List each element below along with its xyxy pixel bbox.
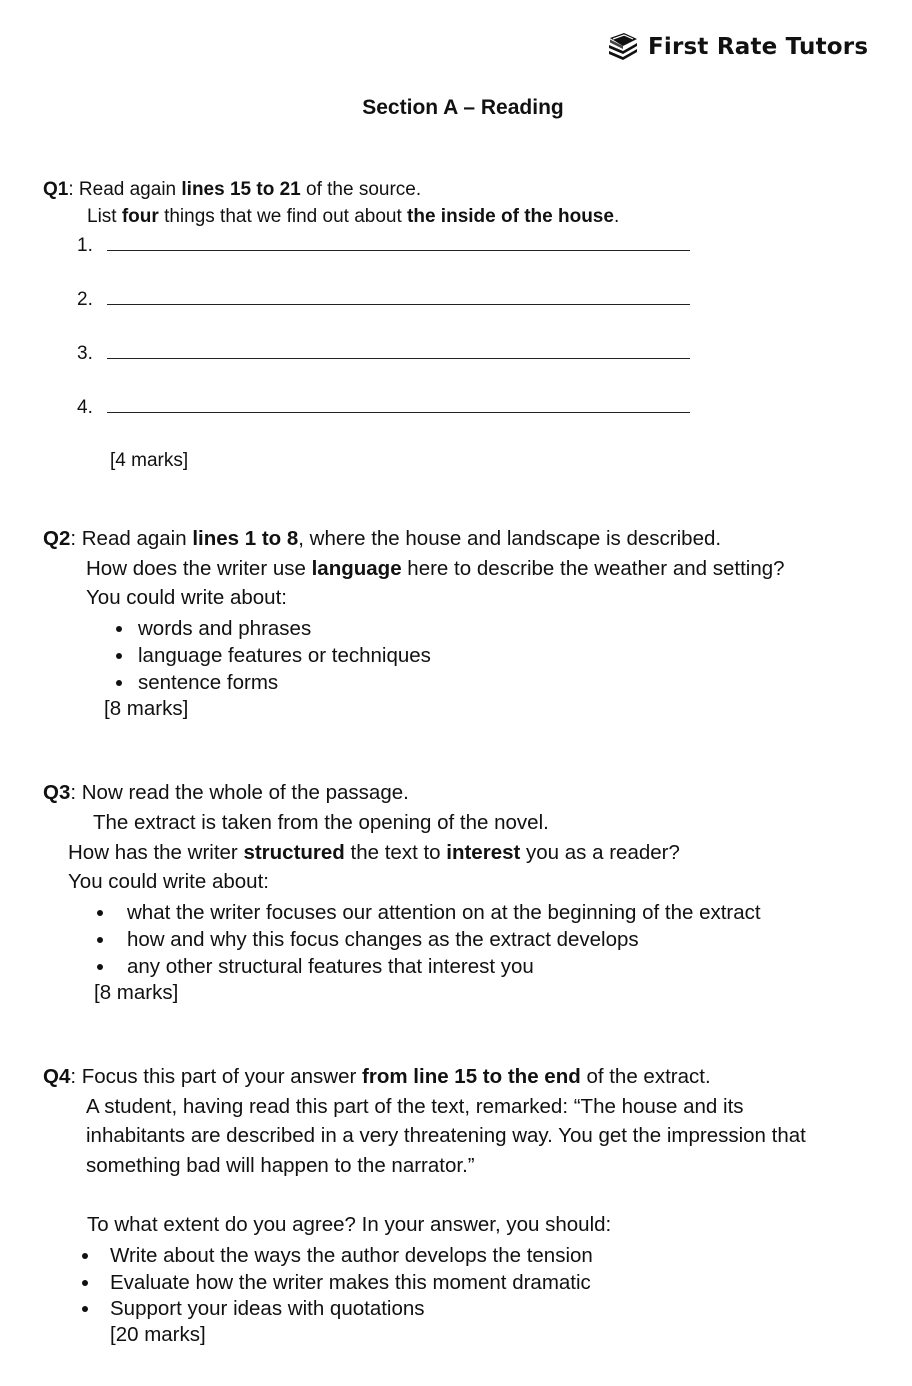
q4-text: : Focus this part of your answer <box>70 1065 363 1088</box>
section-title: Section A – Reading <box>362 96 564 119</box>
q3-bullet-3: any other structural features that interest you <box>127 955 534 978</box>
q1-bold-inside: the inside of the house <box>407 206 614 227</box>
bullet-icon <box>82 1253 88 1259</box>
answer-number: 4. <box>77 397 93 418</box>
q1-text: . <box>613 206 620 227</box>
q2-text: , where the house and landscape is described. <box>298 527 722 550</box>
q3-line-3 <box>68 841 680 865</box>
q4-quote-line-2: inhabitants are described in a very threatening way. You get the impression that <box>86 1124 806 1147</box>
q2-line-2 <box>86 557 785 581</box>
answer-blank[interactable] <box>107 412 690 413</box>
q1-bold-four: four <box>121 206 159 227</box>
q3-text: : Now read the whole of the passage. <box>70 781 409 804</box>
q1-marks: [4 marks] <box>110 450 189 471</box>
q1-line-2 <box>87 206 619 228</box>
answer-blank[interactable] <box>107 250 690 251</box>
bullet-icon <box>116 626 122 632</box>
q2-bold-lines: lines 1 to 8 <box>192 527 299 550</box>
q1-text: List <box>87 206 122 227</box>
q2-bullet-3: sentence forms <box>138 671 279 694</box>
q2-text: How does the writer use <box>86 557 312 580</box>
bullet-icon <box>82 1306 88 1312</box>
brand-logo <box>606 30 868 64</box>
q2-text: : Read again <box>70 527 193 550</box>
q3-line-2: The extract is taken from the opening of the novel. <box>93 811 549 834</box>
q3-marks: [8 marks] <box>94 981 179 1004</box>
q3-line-1 <box>43 781 409 805</box>
q3-bold-structured: structured <box>243 841 345 864</box>
q2-label: Q2 <box>43 527 71 550</box>
q4-bullet-2: Evaluate how the writer makes this moment dramatic <box>110 1271 591 1294</box>
answer-line-3[interactable] <box>77 343 690 365</box>
answer-number: 3. <box>77 343 93 364</box>
answer-blank[interactable] <box>107 304 690 305</box>
q1-text: of the source. <box>300 179 422 200</box>
bullet-icon <box>116 653 122 659</box>
q3-text: How has the writer <box>68 841 244 864</box>
q2-marks: [8 marks] <box>104 697 189 720</box>
q1-line-1 <box>43 179 421 201</box>
q4-bullet-3: Support your ideas with quotations <box>110 1297 425 1320</box>
answer-blank[interactable] <box>107 358 690 359</box>
stacked-books-icon <box>606 30 640 64</box>
q2-line-3: You could write about: <box>86 586 287 609</box>
q3-text: you as a reader? <box>520 841 680 864</box>
q2-bullet-1: words and phrases <box>138 617 312 640</box>
q2-bold-language: language <box>311 557 402 580</box>
q2-line-1 <box>43 527 721 551</box>
q4-quote-line-3: something bad will happen to the narrator.” <box>86 1154 475 1177</box>
q4-label: Q4 <box>43 1065 71 1088</box>
bullet-icon <box>97 910 103 916</box>
q3-line-4: You could write about: <box>68 870 269 893</box>
q3-bullet-2: how and why this focus changes as the extract develops <box>127 928 639 951</box>
q4-line-1 <box>43 1065 711 1089</box>
q2-text: here to describe the weather and setting? <box>401 557 785 580</box>
q1-text: : Read again <box>68 179 182 200</box>
brand-name: First Rate Tutors <box>648 34 869 60</box>
bullet-icon <box>116 680 122 686</box>
q3-label: Q3 <box>43 781 71 804</box>
q3-bullet-1: what the writer focuses our attention on at the beginning of the extract <box>127 901 761 924</box>
q3-bold-interest: interest <box>446 841 521 864</box>
bullet-icon <box>97 937 103 943</box>
q3-text: the text to <box>344 841 447 864</box>
q4-bold-range: from line 15 to the end <box>362 1065 581 1088</box>
answer-line-2[interactable] <box>77 289 690 311</box>
q4-bullet-1: Write about the ways the author develops the tension <box>110 1244 593 1267</box>
q4-marks: [20 marks] <box>110 1323 206 1346</box>
answer-number: 1. <box>77 235 93 256</box>
q1-label: Q1 <box>43 179 69 200</box>
q2-bullet-2: language features or techniques <box>138 644 431 667</box>
q1-text: things that we find out about <box>158 206 408 227</box>
answer-line-1[interactable] <box>77 235 690 257</box>
q4-quote-line-1: A student, having read this part of the text, remarked: “The house and its <box>86 1095 744 1118</box>
q4-text: of the extract. <box>580 1065 711 1088</box>
answer-line-4[interactable] <box>77 397 690 419</box>
answer-number: 2. <box>77 289 93 310</box>
bullet-icon <box>97 964 103 970</box>
bullet-icon <box>82 1280 88 1286</box>
q1-bold-lines: lines 15 to 21 <box>181 179 301 200</box>
q4-prompt: To what extent do you agree? In your answer, you should: <box>87 1213 612 1236</box>
